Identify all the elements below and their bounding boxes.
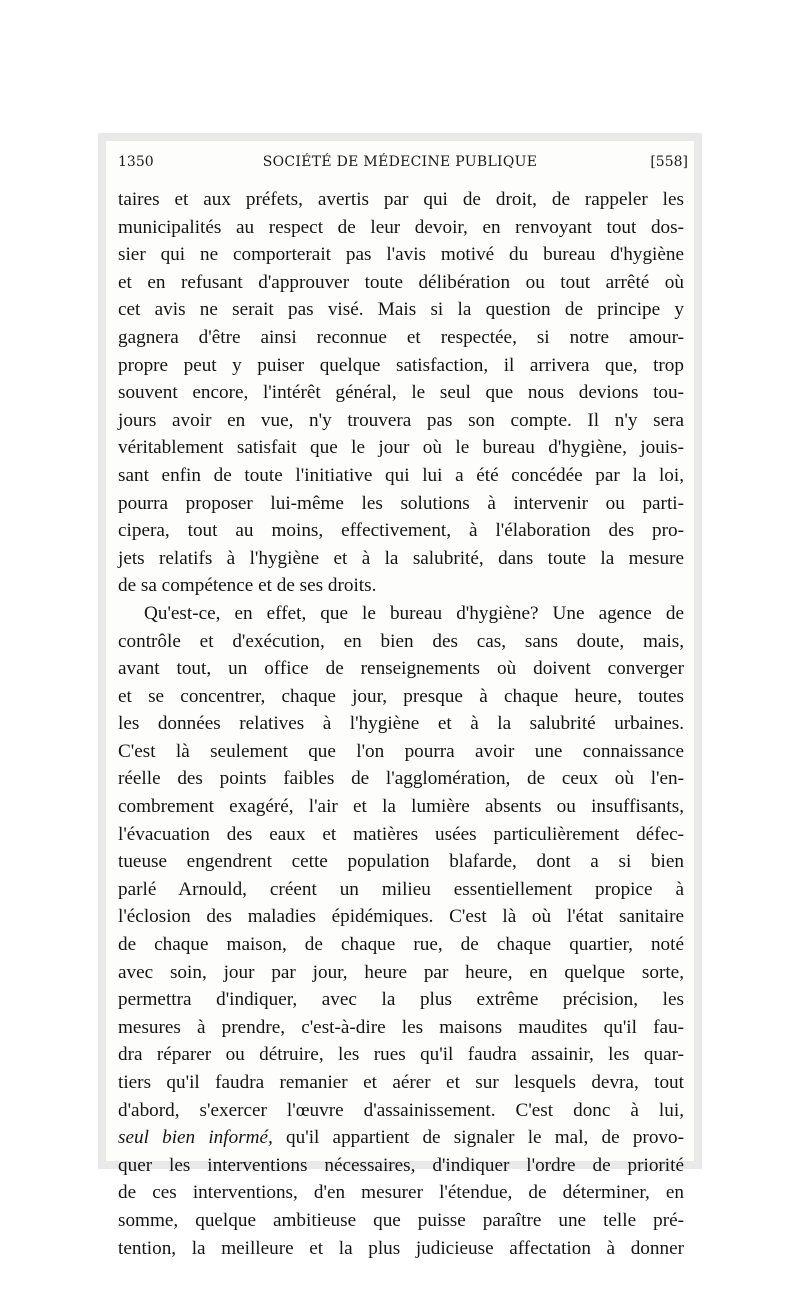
text-line: de ces interventions, d'en mesurer l'étendue, de déterminer, en <box>118 1182 684 1204</box>
text-line: cipera, tout au moins, effectivement, à l'élaboration des pro- <box>118 520 684 542</box>
text-line: d'abord, s'exercer l'œuvre d'assainissement. C'est donc à lui, <box>118 1099 684 1121</box>
text-line: taires et aux préfets, avertis par qui de droit, de rappeler les <box>118 189 684 210</box>
text-line: gagnera d'être ainsi reconnue et respectée, si notre amour- <box>118 326 684 348</box>
text-line: sant enfin de toute l'initiative qui lui a été concédée par la loi, <box>118 464 684 486</box>
text-line: jets relatifs à l'hygiène et à la salubrité, dans toute la mesure <box>118 547 684 569</box>
text-line: réelle des points faibles de l'agglomération, de ceux où l'en- <box>118 768 684 790</box>
text-line: permettra d'indiquer, avec la plus extrême précision, les <box>118 989 684 1011</box>
text-line: jours avoir en vue, n'y trouvera pas son compte. Il n'y sera <box>118 409 684 431</box>
text-line: municipalités au respect de leur devoir, en renvoyant tout dos- <box>118 216 684 238</box>
text-line: pourra proposer lui-même les solutions à intervenir ou parti- <box>118 492 684 514</box>
text-line: véritablement satisfait que le jour où le bureau d'hygiène, jouis- <box>118 437 684 459</box>
page-number: 1350 <box>118 154 154 170</box>
text-line-with-emphasis <box>118 1124 684 1152</box>
paragraph-start-line: Qu'est-ce, en effet, que le bureau d'hygiène? Une agence de <box>144 602 684 624</box>
text-line: contrôle et d'exécution, en bien des cas, sans doute, mais, <box>118 630 684 652</box>
emphasized-phrase: seul bien informé, <box>118 1127 273 1149</box>
text-line: et se concentrer, chaque jour, presque à chaque heure, toutes <box>118 685 684 707</box>
text-line: tueuse engendrent cette population blafarde, dont a si bien <box>118 851 684 873</box>
text-line: combrement exagéré, l'air et la lumière absents ou insuffisants, <box>118 796 684 818</box>
text-line: cet avis ne serait pas visé. Mais si la question de principe y <box>118 299 684 321</box>
text-line: avec soin, jour par jour, heure par heure, en quelque sorte, <box>118 961 684 983</box>
text-line: sier qui ne comporterait pas l'avis motivé du bureau d'hygiène <box>118 244 684 266</box>
text-line: C'est là seulement que l'on pourra avoir une connaissance <box>118 740 684 762</box>
text-line: tiers qu'il faudra remanier et aérer et sur lesquels devra, tout <box>118 1072 684 1093</box>
bracketed-page-number: [558] <box>650 154 688 170</box>
text-line: quer les interventions nécessaires, d'indiquer l'ordre de priorité <box>118 1154 684 1176</box>
text-line: dra réparer ou détruire, les rues qu'il faudra assainir, les quar- <box>118 1044 684 1066</box>
text-line: et en refusant d'approuver toute délibération ou tout arrêté où <box>118 271 684 293</box>
text-line: somme, quelque ambitieuse que puisse paraître une telle pré- <box>118 1209 684 1231</box>
text-line: souvent encore, l'intérêt général, le seul que nous devions tou- <box>118 382 684 404</box>
text-line: mesures à prendre, c'est-à-dire les maisons maudites qu'il fau- <box>118 1016 684 1038</box>
text-line: l'éclosion des maladies épidémiques. C'est là où l'état sanitaire <box>118 906 684 928</box>
paragraph-end-line: de sa compétence et de ses droits. <box>118 575 377 597</box>
text-line: l'évacuation des eaux et matières usées particulièrement défec- <box>118 823 684 845</box>
text-line: parlé Arnould, créent un milieu essentiellement propice à <box>118 878 684 900</box>
body-text <box>118 186 684 1262</box>
running-title: SOCIÉTÉ DE MÉDECINE PUBLIQUE <box>262 154 538 170</box>
text-line: de chaque maison, de chaque rue, de chaque quartier, noté <box>118 934 684 956</box>
text-line: les données relatives à l'hygiène et à la salubrité urbaines. <box>118 713 684 735</box>
text-line: propre peut y puiser quelque satisfaction, il arrivera que, trop <box>118 354 684 376</box>
text-line-rest: qu'il appartient de signaler le mal, de provo- <box>286 1127 684 1149</box>
text-line: avant tout, un office de renseignements où doivent converger <box>118 658 684 680</box>
text-line: tention, la meilleure et la plus judicieuse affectation à donner <box>118 1237 684 1259</box>
